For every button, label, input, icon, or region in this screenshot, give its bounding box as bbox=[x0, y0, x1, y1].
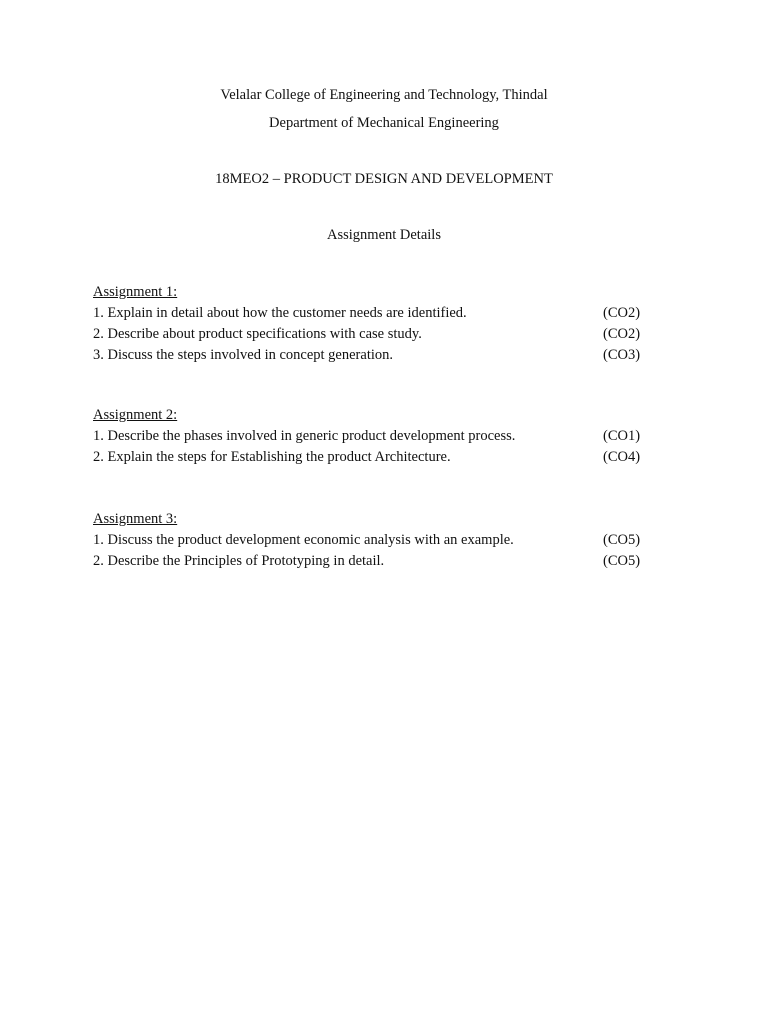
question-text: 2. Explain the steps for Establishing the product Architecture. bbox=[93, 449, 451, 465]
course-outcome: (CO4) bbox=[603, 449, 641, 465]
question-text: 3. Discuss the steps involved in concept generation. bbox=[93, 347, 394, 363]
question-row bbox=[93, 447, 653, 468]
assignment-heading: Assignment 2: bbox=[93, 407, 178, 423]
question-row bbox=[93, 426, 653, 447]
question-text: 2. Describe the Principles of Prototyping in detail. bbox=[93, 553, 385, 569]
question-text: 1. Discuss the product development economic analysis with an example. bbox=[93, 532, 514, 548]
assignment-2 bbox=[93, 405, 653, 468]
question-row bbox=[93, 345, 653, 366]
question-text: 1. Explain in detail about how the customer needs are identified. bbox=[93, 305, 467, 321]
assignment-heading: Assignment 1: bbox=[93, 284, 178, 300]
college-name: Velalar College of Engineering and Technology, Thindal bbox=[220, 87, 548, 103]
question-row bbox=[93, 303, 653, 324]
question-row bbox=[93, 530, 653, 551]
assignment-heading: Assignment 3: bbox=[93, 511, 178, 527]
question-text: 1. Describe the phases involved in generic product development process. bbox=[93, 428, 516, 444]
section-title: Assignment Details bbox=[327, 227, 441, 243]
assignment-1 bbox=[93, 282, 653, 366]
question-text: 2. Describe about product specifications with case study. bbox=[93, 326, 422, 342]
course-outcome: (CO2) bbox=[603, 326, 641, 342]
course-outcome: (CO2) bbox=[603, 305, 641, 321]
question-row bbox=[93, 324, 653, 345]
course-outcome: (CO1) bbox=[603, 428, 641, 444]
department-name: Department of Mechanical Engineering bbox=[269, 115, 499, 131]
course-outcome: (CO5) bbox=[603, 553, 641, 569]
course-outcome: (CO5) bbox=[603, 532, 641, 548]
course-title: 18MEO2 – PRODUCT DESIGN AND DEVELOPMENT bbox=[215, 171, 553, 187]
course-outcome: (CO3) bbox=[603, 347, 641, 363]
question-row bbox=[93, 551, 653, 572]
assignment-3 bbox=[93, 509, 653, 572]
